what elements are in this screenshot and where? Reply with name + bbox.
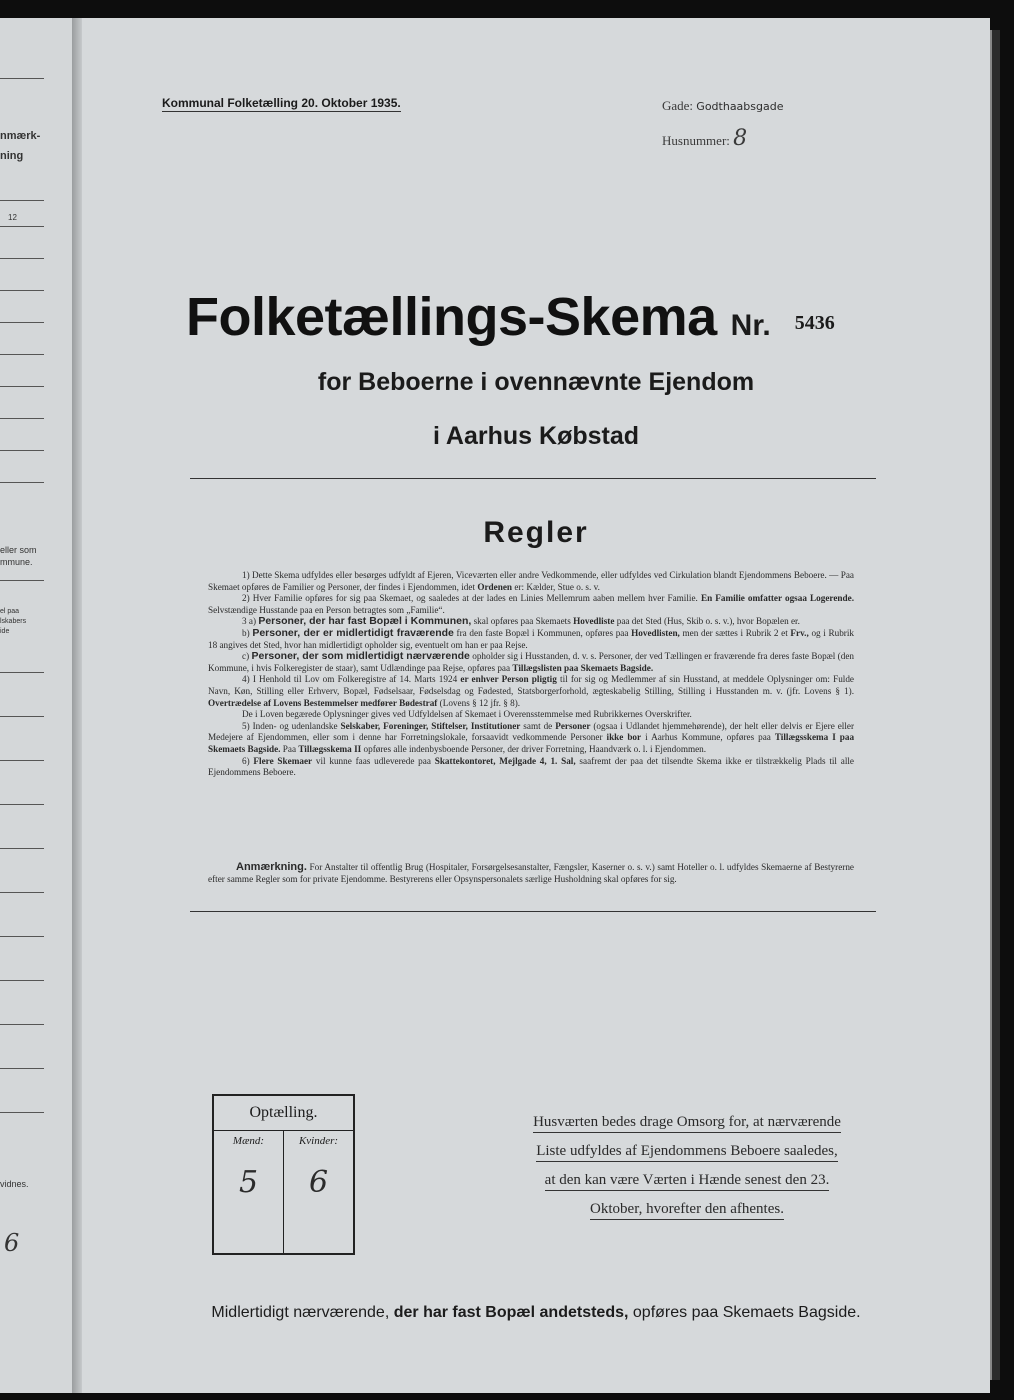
left-rule xyxy=(0,482,44,483)
left-handwritten: 6 xyxy=(4,1229,20,1257)
rule-4: 4) I Henhold til Lov om Folkeregistre af 14. Marts 1924 er enhver Person pligtig til for sig og Medlemmer af sin Husstand, at meddele Oplysninger om: Fulde Navn, Køn, Stilling eller Erhverv, Bopæl, Fødselsaar, Fødselsdag og Fødested, Statsborgerforhold, ægteskabelig Stilling, Stilling i Husstanden m. v. (jfr. Lovens § 1). Overtrædelse af Lovens Bestemmelser medfører Bødestraf (Lovens § 12 jfr. § 8). xyxy=(208,674,855,708)
left-rule xyxy=(0,322,44,323)
left-facing-page xyxy=(0,18,72,1393)
house-number-value: 8 xyxy=(733,126,748,151)
left-rule xyxy=(0,848,44,849)
left-rule xyxy=(0,1068,44,1069)
left-rule xyxy=(0,386,44,387)
left-rule xyxy=(0,78,44,79)
left-fragment-3: el paa xyxy=(0,608,20,615)
left-rule xyxy=(0,936,44,937)
rule-6: 6) Flere Skemaer vil kunne faas udleverede paa Skattekontoret, Mejlgade 4, 1. Sal, saafremt der paa det tilsendte Skema ikke er tilstrækkelig Plads til alle Ejendommens Beboere. xyxy=(208,755,855,778)
instruction-line-1: Husværten bedes drage Omsorg for, at nærværende xyxy=(533,1114,841,1133)
left-rule xyxy=(0,1024,44,1025)
landlord-instructions xyxy=(502,1114,872,1230)
street-value: Godthaabsgade xyxy=(696,100,784,113)
count-title: Optælling. xyxy=(214,1096,353,1131)
house-number-label: Husnummer: xyxy=(662,133,730,148)
left-heading-2: ning xyxy=(0,150,24,162)
left-rule xyxy=(0,760,44,761)
form-number-value: 5436 xyxy=(794,312,835,334)
left-rule xyxy=(0,892,44,893)
left-rule xyxy=(0,200,44,201)
rule-5: 5) Inden- og udenlandske Selskaber, Foreninger, Stiftelser, Institutioner samt de Personer (ogsaa i Udlandet hjemmehørende), der helt eller delvis er Ejere eller Medejere af Ejendommen, eller som i denne har Forretningslokale, forsaavidt vedkommende Personer ikke bor i Aarhus Kommune, opføres paa Tillægsskema I paa Skemaets Bagside. Paa Tillægsskema II opføres alle indenbysboende Personer, der driver Forretning, Haandværk o. l. i Ejendommen. xyxy=(208,720,855,754)
rule-1: 1) Dette Skema udfyldes eller besørges udfyldt af Ejeren, Viceværten eller andre Vedkommende, eller udfyldes ved Cirkulation blandt Ejendommens Beboere. — Paa Skemaet opføres de Familier og Personer, der findes i Ejendommen, idet Ordenen er: Kælder, Stue o. s. v. xyxy=(208,570,854,592)
rule-3b: b) Personer, der er midlertidigt fraværende fra den faste Bopæl i Kommunen, opføres paa Hovedlisten, men der sættes i Rubrik 2 et Frv., og i Rubrik 18 angives det Sted, hvor han midlertidigt opholder sig, eventuelt om han er paa Rejse. xyxy=(208,626,855,650)
left-fragment-6: vidnes. xyxy=(0,1179,29,1189)
divider-bottom xyxy=(190,911,876,912)
census-label: Kommunal Folketælling 20. Oktober 1935. xyxy=(162,96,401,110)
form-title-main: Folketællings-Skema xyxy=(186,287,717,347)
form-subtitle-2: i Aarhus Købstad xyxy=(432,422,640,450)
remark xyxy=(208,862,854,885)
footer-part-1: Midlertidigt nærværende, xyxy=(211,1304,390,1321)
rule-2: 2) Hver Familie opføres for sig paa Skemaet, og saaledes at der lades en Linies Mellemrum aaben mellem hver Familie. En Familie omfatter ogsaa Logerende. Selvstændige Husstande paa en Person betragtes som „Familie“. xyxy=(208,593,854,615)
left-rule xyxy=(0,672,44,673)
left-fragment-5: ide xyxy=(0,628,10,635)
remark-text: For Anstalter til offentlig Brug (Hospitaler, Forsørgelsesanstalter, Fængsler, Kaserner o. s. v.) samt Hoteller o. l. udfyldes Skemaerne af Bestyrerne efter samme Regler som for private Ejendomme. Bestyrerens eller Opsynspersonalets særlige Husholdning skal opføres for sig. xyxy=(208,862,855,884)
left-heading-1: nmærk- xyxy=(0,130,41,142)
count-women-label: Kvinder: xyxy=(298,1135,339,1147)
left-rule xyxy=(0,580,44,581)
count-women-column xyxy=(284,1131,353,1253)
instruction-line-4: Oktober, hvorefter den afhentes. xyxy=(590,1201,784,1220)
footer-part-2: der har fast Bopæl andetsteds, xyxy=(393,1304,629,1321)
instruction-line-3: at den kan være Værten i Hænde senest den 23. xyxy=(545,1172,830,1191)
divider-top xyxy=(190,478,876,479)
left-rule xyxy=(0,354,44,355)
rule-4-note: De i Loven begærede Oplysninger gives ved Udfyldelsen af Skemaet i Overensstemmelse med Rubrikkernes Overskrifter. xyxy=(242,709,692,720)
count-men-column xyxy=(214,1131,284,1253)
left-col-number: 12 xyxy=(8,213,17,222)
form-subtitle-1: for Beboerne i ovennævnte Ejendom xyxy=(317,368,755,396)
house-number-row xyxy=(662,126,747,151)
street-label: Gade: xyxy=(662,98,694,113)
left-rule xyxy=(0,290,44,291)
street-row xyxy=(662,98,784,114)
rule-3a: 3 a) Personer, der har fast Bopæl i Kommunen, skal opføres paa Skemaets Hovedliste paa det Sted (Hus, Skib o. s. v.), hvor Bopælen er. xyxy=(242,615,800,628)
form-number-label: Nr. xyxy=(730,309,771,342)
left-fragment-2: mmune. xyxy=(0,557,33,567)
left-rule xyxy=(0,450,44,451)
left-rule xyxy=(0,418,44,419)
form-title xyxy=(186,286,835,348)
left-rule xyxy=(0,716,44,717)
count-men-value: 5 xyxy=(238,1165,259,1200)
footer-part-3: opføres paa Skemaets Bagside. xyxy=(632,1304,861,1321)
count-men-label: Mænd: xyxy=(232,1135,265,1147)
left-rule xyxy=(0,980,44,981)
instruction-line-2: Liste udfyldes af Ejendommens Beboere saaledes, xyxy=(536,1143,838,1162)
left-fragment-1: eller som xyxy=(0,545,37,555)
left-rule xyxy=(0,258,44,259)
left-rule xyxy=(0,804,44,805)
page-edge xyxy=(990,30,1000,1380)
rule-3c: c) Personer, der som midlertidigt nærværende opholder sig i Husstanden, d. v. s. Personer, der ved Tællingen er fraværende fra deres faste Bopæl (den Kommune, i hvis Folkeregister de staar), samt Udlændinge paa Rejse, opføres paa Tillægslisten paa Skemaets Bagside. xyxy=(208,650,855,673)
footer-note xyxy=(82,1304,990,1322)
count-women-value: 6 xyxy=(308,1165,329,1200)
count-box xyxy=(212,1094,355,1255)
rules-heading: Regler xyxy=(483,516,589,549)
left-rule xyxy=(0,226,44,227)
remark-heading: Anmærkning. xyxy=(236,861,307,873)
left-fragment-4: lskabers xyxy=(0,618,27,625)
page-gutter xyxy=(72,18,82,1393)
left-rule xyxy=(0,1112,44,1113)
census-form-page xyxy=(82,18,990,1393)
rules-body xyxy=(208,570,854,779)
